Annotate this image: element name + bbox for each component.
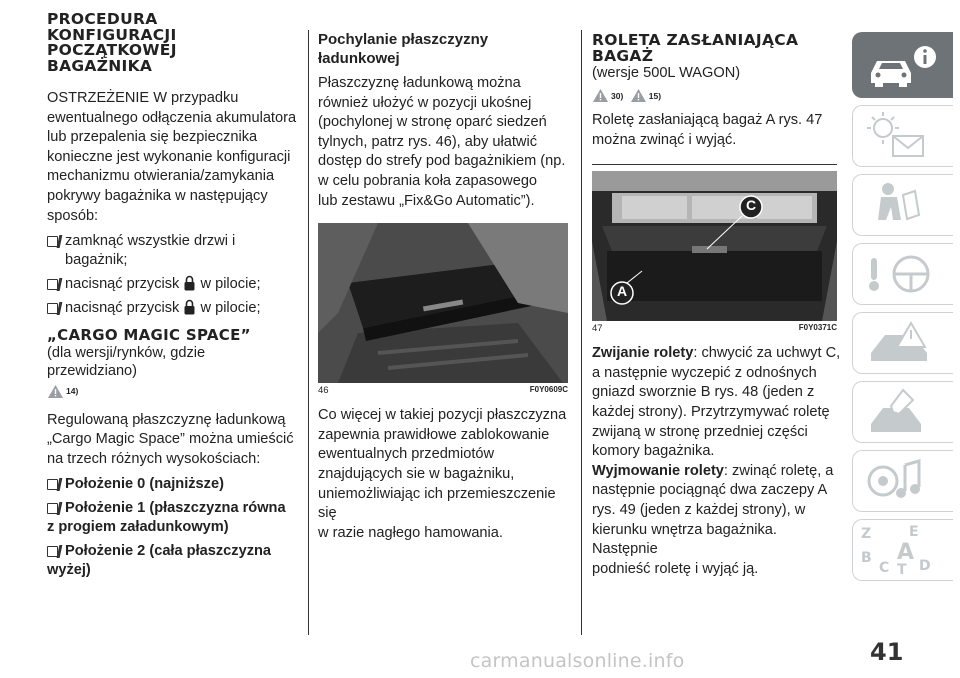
wyjmowanie-paragraph <box>592 462 842 580</box>
step-text: nacisnąć przycisk <box>65 276 180 293</box>
figure-code: F0Y0609C <box>529 385 568 395</box>
heading-roller-blind <box>592 33 842 64</box>
heading-subtitle: (dla wersji/rynków, gdzie przewidziano) <box>47 344 206 379</box>
text-line: następnie pociągnąć dwa zaczepy A <box>592 482 828 499</box>
safety-icon <box>853 175 954 235</box>
text-line: można zwinąć i wyjąć. <box>592 131 737 148</box>
text-line: „Cargo Magic Space” można umieścić <box>47 431 294 448</box>
position-text: z progiem załadunkowym) <box>47 519 229 536</box>
text-line: podnieść roletę i wyjąć ją. <box>592 560 759 577</box>
intro-paragraph <box>47 89 299 226</box>
text-line: gniazd sworznie B rys. 48 (jeden z <box>592 384 815 401</box>
text-line: Regulowaną płaszczyznę ładunkową <box>47 411 286 428</box>
sidebar-item-emergency[interactable] <box>852 312 953 374</box>
steering-wheel-icon <box>853 244 954 304</box>
text-line: ewentualnych przedmiotów <box>318 446 495 463</box>
text-line: lub zestawu „Fix&Go Automatic”). <box>318 192 535 209</box>
zwijanie-paragraph <box>592 344 842 462</box>
maintenance-icon <box>853 382 954 442</box>
position-text: Położenie 0 (najniższe) <box>65 476 224 493</box>
figure-caption <box>318 385 568 396</box>
text-line: ewentualnego odłączenia akumulatora <box>47 109 297 126</box>
column-1 <box>47 0 299 580</box>
column-3 <box>592 0 842 579</box>
watermark: carmanualsonline.info <box>470 650 685 672</box>
text-line: w celu pobrania koła zapasowego <box>318 172 538 189</box>
column-divider <box>581 30 582 635</box>
emergency-icon <box>853 313 954 373</box>
text-line: lub przepalenia się bezpiecznika <box>47 129 258 146</box>
text-line: Roletę zasłaniającą bagaż A rys. 47 <box>592 112 823 128</box>
heading-line: KONFIGURACJI <box>47 25 177 44</box>
chapter-sidebar <box>852 32 953 588</box>
list-item <box>47 232 299 270</box>
figure-label-c: C <box>745 197 757 214</box>
warning-lights-icon <box>853 106 954 166</box>
list-item <box>47 475 299 494</box>
tilting-paragraph <box>318 74 570 211</box>
term-label: Wyjmowanie rolety <box>592 462 724 479</box>
text-line: na trzech różnych wysokościach: <box>47 450 261 467</box>
index-letter: Z <box>861 526 872 542</box>
text-line: zwijaną w stronę przedniej części <box>592 423 808 440</box>
list-item <box>47 299 299 318</box>
figure-label-a: A <box>616 283 628 300</box>
position-text: Położenie 2 (cała płaszczyzna <box>65 543 272 560</box>
heading-tilting: Pochylanie płaszczyzny ładunkowej <box>318 31 489 67</box>
sidebar-item-maintenance[interactable] <box>852 381 953 443</box>
text-line: a następnie wyczepić z odnośnych <box>592 364 817 381</box>
text-line: Co więcej w takiej pozycji płaszczyzna <box>318 407 567 424</box>
text-line: również ułożyć w pozycji ukośnej <box>318 94 532 111</box>
text-line: każdej strony). Przytrzymywać roletę <box>592 403 830 420</box>
roller-paragraph <box>592 111 842 150</box>
lock-icon <box>184 275 195 291</box>
text-line: : zwinąć roletę, a <box>723 462 834 479</box>
sidebar-item-multimedia[interactable] <box>852 450 953 512</box>
figure-number: 47 <box>592 323 603 335</box>
sidebar-item-car-info[interactable] <box>852 32 953 98</box>
text-line: tylnych, patrz rys. 46), aby ułatwić <box>318 133 537 150</box>
sidebar-item-starting-driving[interactable] <box>852 243 953 305</box>
step-text: w pilocie; <box>200 276 261 293</box>
sidebar-item-index[interactable] <box>852 519 953 581</box>
positions-list <box>47 475 299 580</box>
index-letter: E <box>909 524 919 540</box>
text-line: OSTRZEŻENIE W przypadku <box>47 90 239 106</box>
text-line: zapewnia prawidłowe zablokowanie <box>318 426 550 443</box>
trunk-tilted-floor-illustration <box>318 223 568 383</box>
figure-46-image <box>318 223 568 383</box>
position-text: wyżej) <box>47 562 91 579</box>
text-line: rys. 49 (jeden z każdej strony), w <box>592 501 806 518</box>
text-line: mechanizmu otwierania/zamykania <box>47 168 275 185</box>
heading-line: BAGAŻNIKA <box>47 56 153 75</box>
heading-line: ROLETA ZASŁANIAJĄCA <box>592 31 799 49</box>
car-info-icon <box>853 33 954 97</box>
figure-code: F0Y0371C <box>798 323 837 333</box>
list-item <box>47 275 299 294</box>
heading-subtitle: (wersje 500L WAGON) <box>592 65 741 81</box>
steps-list <box>47 232 299 318</box>
reference-number: 14) <box>66 386 79 397</box>
figure-47-image <box>592 171 837 321</box>
term-label: Zwijanie rolety <box>592 345 694 362</box>
heading-line: POCZĄTKOWEJ <box>47 41 177 59</box>
index-letter: C <box>879 560 890 576</box>
step-text: zamknąć wszystkie drzwi i bagażnik; <box>65 233 236 269</box>
warning-triangle-icon <box>592 88 609 103</box>
text-line: znajdujących sie w bagażniku, <box>318 465 515 482</box>
reference-number: 15) <box>648 90 662 101</box>
index-letter: T <box>897 562 907 578</box>
list-item <box>47 542 299 580</box>
text-line: kierunku wnętrza bagażnika. Następnie <box>592 521 777 558</box>
lock-icon <box>184 299 195 315</box>
column-2 <box>318 0 570 543</box>
heading-trunk-config <box>47 12 299 74</box>
tilting-paragraph-2 <box>318 406 570 543</box>
text-line: komory bagażnika. <box>592 443 715 460</box>
warning-triangle-icon <box>630 88 647 103</box>
index-letter: B <box>861 550 872 566</box>
position-text: Położenie 1 (płaszczyzna równa <box>65 500 286 517</box>
warning-refs <box>592 87 842 107</box>
index-letter: A <box>897 540 915 565</box>
step-text: nacisnąć przycisk <box>65 300 180 317</box>
text-line: konieczne jest wykonanie konfiguracji <box>47 148 291 165</box>
reference-number: 30) <box>611 90 624 101</box>
step-text: w pilocie; <box>200 300 261 317</box>
warning-triangle-icon <box>47 384 64 399</box>
text-line: (pochylonej w stronę oparć siedzeń <box>318 114 547 131</box>
cargo-paragraph <box>47 411 299 470</box>
text-line: w razie nagłego hamowania. <box>318 524 503 541</box>
figure-rule <box>592 164 837 165</box>
warning-ref <box>47 383 299 403</box>
figure-caption <box>592 323 837 334</box>
text-line: dostęp do strefy pod bagażnikiem (np. <box>318 153 566 170</box>
text-line: : chwycić za uchwyt C, <box>693 345 841 362</box>
text-line: Płaszczyznę ładunkową można <box>318 75 521 91</box>
page-number: 41 <box>870 638 904 666</box>
sidebar-item-safety[interactable] <box>852 174 953 236</box>
text-line: sposób: <box>47 207 99 224</box>
list-item <box>47 499 299 537</box>
column-divider <box>308 30 309 635</box>
figure-number: 46 <box>318 385 329 397</box>
heading-cargo-magic-space: „CARGO MAGIC SPACE” <box>47 326 251 345</box>
index-letter: D <box>919 558 931 574</box>
index-icon <box>859 522 939 578</box>
text-line: uniemożliwiając ich przemieszczenie się <box>318 485 556 522</box>
heading-line: BAGAŻ <box>592 46 654 65</box>
text-line: pokrywy bagażnika w następujący <box>47 187 268 204</box>
multimedia-icon <box>853 451 954 511</box>
sidebar-item-warning-lights[interactable] <box>852 105 953 167</box>
heading-line: PROCEDURA <box>47 10 158 28</box>
